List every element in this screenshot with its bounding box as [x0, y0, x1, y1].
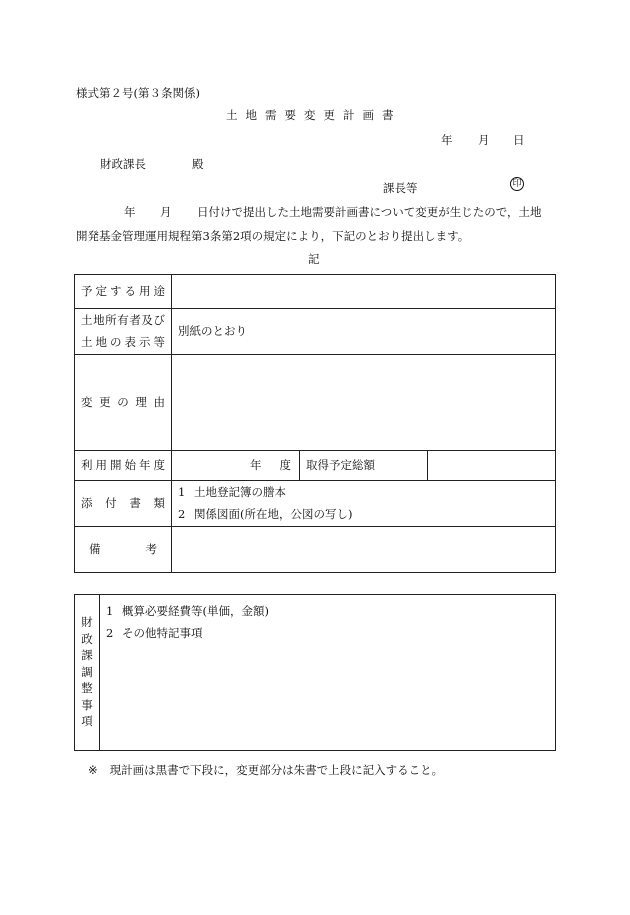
adjustment-label — [75, 595, 100, 751]
item-text: 概算必要経費等(単価，金額) — [122, 604, 269, 618]
note-text: 現計画は黒書で下段に，変更部分は朱書で上段に記入すること。 — [109, 763, 444, 777]
table-row — [75, 527, 556, 573]
cost-label: 取得予定総額 — [300, 451, 428, 481]
adjustment-table — [74, 594, 556, 751]
table-row — [75, 309, 556, 355]
label-char: 項 — [81, 714, 93, 729]
list-item — [106, 622, 549, 644]
item-number: 1 — [106, 604, 114, 618]
owner-label — [75, 309, 172, 355]
note-mark: ※ — [88, 763, 98, 777]
attachments-list — [172, 481, 556, 527]
table-row — [75, 355, 556, 451]
addressee-honorific: 殿 — [192, 157, 204, 171]
label-char: 政 — [81, 631, 93, 646]
table-row — [75, 451, 556, 481]
owner-field[interactable] — [172, 309, 556, 355]
body-text-line-1 — [124, 205, 542, 219]
purpose-field[interactable] — [172, 275, 556, 309]
owner-label-line-2: 土地の表示等 — [81, 334, 165, 349]
plan-table — [74, 274, 556, 573]
start-year-unit-d: 度 — [279, 457, 291, 472]
start-year-field[interactable] — [172, 451, 300, 481]
ki-heading: 記 — [308, 252, 320, 266]
body-text-line-2: 開発基金管理運用規程第3条第2項の規定により，下記のとおり提出します。 — [76, 229, 470, 243]
cost-field[interactable] — [428, 451, 556, 481]
label-char: 事 — [81, 697, 93, 712]
list-item — [106, 600, 549, 622]
adjustment-items[interactable] — [100, 595, 556, 751]
table-row — [75, 275, 556, 309]
form-number: 様式第２号(第３条関係) — [76, 86, 200, 100]
document-title: 土地需要変更計画書 — [226, 108, 402, 122]
remarks-label: 備考 — [89, 541, 157, 556]
purpose-label: 予定する用途 — [75, 275, 172, 309]
start-year-unit-y: 年 — [250, 457, 262, 472]
seal-mark: 印 — [510, 177, 524, 191]
start-year-label: 利用開始年度 — [75, 451, 172, 481]
body-month-label: 月 — [160, 205, 172, 219]
remarks-field[interactable] — [172, 527, 556, 573]
label-char: 財 — [81, 615, 93, 630]
table-row — [75, 595, 556, 751]
body-year-label: 年 — [124, 205, 136, 219]
label-char: 課 — [81, 648, 93, 663]
list-item — [178, 482, 549, 504]
addressee: 財政課長 — [100, 157, 146, 171]
list-item — [178, 504, 549, 526]
owner-label-line-1: 土地所有者及び — [81, 312, 165, 327]
date-month-label: 月 — [478, 133, 490, 147]
label-char: 調 — [81, 664, 93, 679]
owner-value: 別紙のとおり — [178, 323, 247, 338]
remarks-label-cell — [75, 527, 172, 573]
item-text: 関係図面(所在地，公図の写し) — [194, 506, 353, 521]
footnote — [88, 765, 443, 777]
label-char: 整 — [81, 681, 93, 696]
table-row — [75, 481, 556, 527]
item-number: 2 — [178, 506, 186, 521]
reason-label: 変更の理由 — [75, 355, 172, 451]
date-day-label: 日 — [513, 133, 525, 147]
item-text: その他特記事項 — [122, 626, 203, 641]
attachments-label: 添付書類 — [75, 481, 172, 527]
date-year-label: 年 — [441, 133, 453, 147]
item-number: 1 — [178, 484, 186, 499]
reason-field[interactable] — [172, 355, 556, 451]
item-number: 2 — [106, 626, 114, 641]
sender-title: 課長等 — [383, 181, 418, 195]
body-text-rest: 日付けで提出した土地需要計画書について変更が生じたので，土地 — [197, 205, 542, 219]
item-text: 土地登記簿の謄本 — [194, 484, 286, 499]
